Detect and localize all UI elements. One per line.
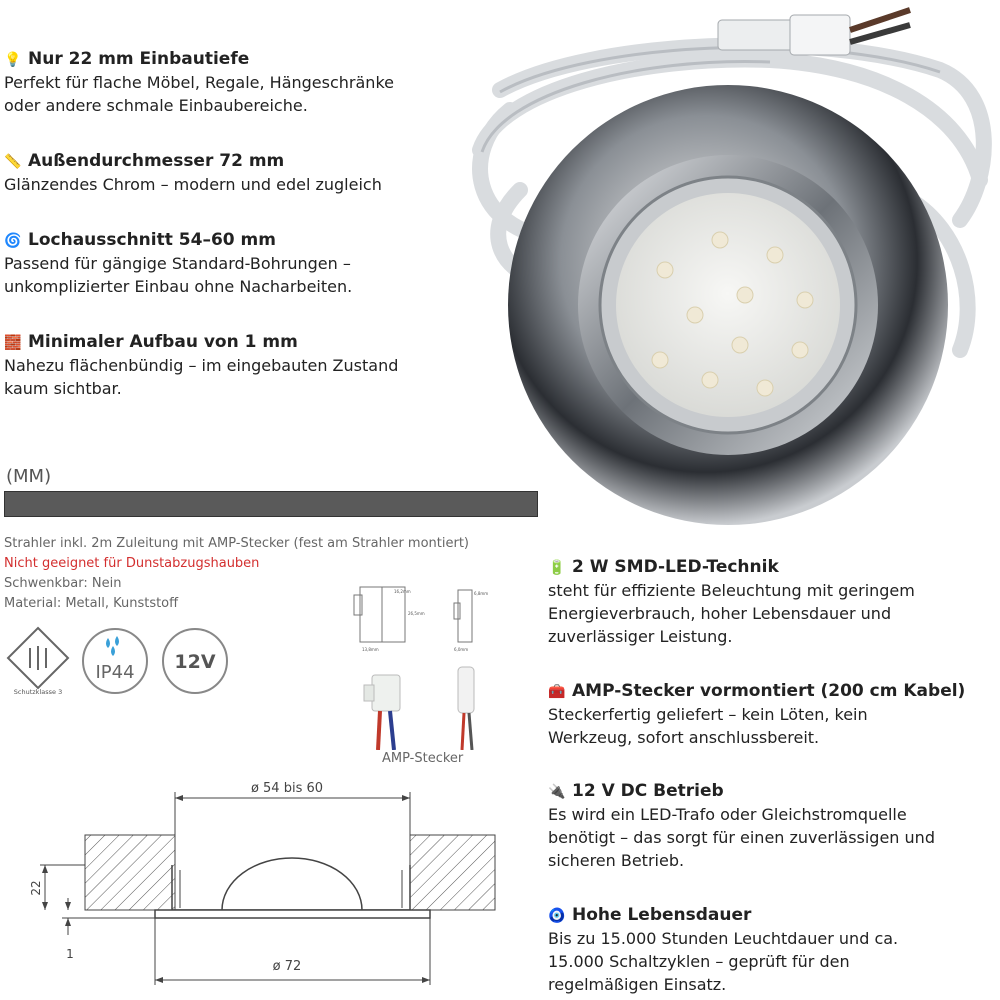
hole-dimension: ø 54 bis 60 [250,781,324,796]
spec-warning: Nicht geeignet für Dunstabzugshauben [4,556,260,571]
installation-cross-section [0,770,520,1000]
spec-swivel: Schwenkbar: Nein [4,576,122,591]
feature-title: Minimaler Aufbau von 1 mm [28,332,298,352]
feature-title: Außendurchmesser 72 mm [28,151,285,171]
brick-icon: 🧱 [4,335,22,351]
flange-dimension: 1 [66,947,74,961]
nazar-icon: 🧿 [548,908,566,924]
amp-connector-drawings [340,575,490,750]
ip-rating-label: IP44 [95,662,135,683]
toolbox-icon: 🧰 [548,684,566,700]
feature-installation-depth [4,48,394,117]
scale-bar [4,491,538,517]
feature-body: Nahezu flächenbündig – im eingebauten Zustand kaum sichtbar. [4,356,399,398]
feature-body: Perfekt für flache Möbel, Regale, Hängeschränke oder andere schmale Einbaubereiche. [4,73,394,115]
feature-lifetime [548,904,898,996]
feature-surface-height [4,331,398,400]
feature-body: Passend für gängige Standard-Bohrungen – unkomplizierter Einbau ohne Nacharbeiten. [4,254,353,296]
ruler-icon: 📏 [4,154,22,170]
feature-12v-dc [548,780,935,872]
feature-body: Es wird ein LED-Trafo oder Gleichstromquelle benötigt – das sorgt für einen zuverlässigen und sicheren Betrieb. [548,805,935,870]
depth-dimension: 22 [29,880,43,896]
unit-label: (MM) [6,466,52,487]
outer-dimension: ø 72 [272,959,302,974]
dim-d: 6,8mm [474,591,489,596]
spec-material: Material: Metall, Kunststoff [4,596,179,611]
plug-icon: 🔌 [548,784,566,800]
protection-class-badge [6,626,70,696]
feature-body: Steckerfertig geliefert – kein Löten, kein Werkzeug, sofort anschlussbereit. [548,705,868,747]
feature-outer-diameter [4,150,382,196]
feature-title: AMP-Stecker vormontiert (200 cm Kabel) [572,681,966,701]
feature-title: 12 V DC Betrieb [572,781,724,801]
feature-body: Glänzendes Chrom – modern und edel zugleich [4,175,382,194]
cyclone-icon: 🌀 [4,233,22,249]
lightbulb-icon: 💡 [4,52,22,68]
voltage-badge [160,626,230,696]
connector-photo-left [364,675,400,750]
amp-connector-label: AMP-Stecker [382,751,464,766]
dim-b: 13,8mm [362,647,379,652]
feature-title: Hohe Lebensdauer [572,905,752,925]
feature-cutout [4,229,352,298]
spec-cable: Strahler inkl. 2m Zuleitung mit AMP-Stecker (fest am Strahler montiert) [4,536,470,551]
feature-title: 2 W SMD-LED-Technik [572,557,779,577]
dim-e: 6,0mm [454,647,469,652]
battery-icon: 🔋 [548,560,566,576]
dim-c: 26,5mm [408,611,425,616]
feature-body: steht für effiziente Beleuchtung mit geringem Energieverbrauch, hoher Lebensdauer und zuverlässiger Leistung. [548,581,915,646]
feature-title: Lochausschnitt 54–60 mm [28,230,276,250]
ip-rating-badge [80,626,150,696]
feature-body: Bis zu 15.000 Stunden Leuchtdauer und ca. 15.000 Schaltzyklen – geprüft für den regelmäßigen Einsatz. [548,929,899,994]
dim-a: 16,2mm [394,589,411,594]
protection-class-label: Schutzklasse 3 [13,688,63,696]
feature-title: Nur 22 mm Einbautiefe [28,49,250,69]
feature-amp-connector [548,680,965,749]
product-photo [440,0,1000,545]
voltage-label: 12V [174,651,216,673]
connector-photo-right [458,667,474,750]
feature-led-technology [548,556,915,648]
